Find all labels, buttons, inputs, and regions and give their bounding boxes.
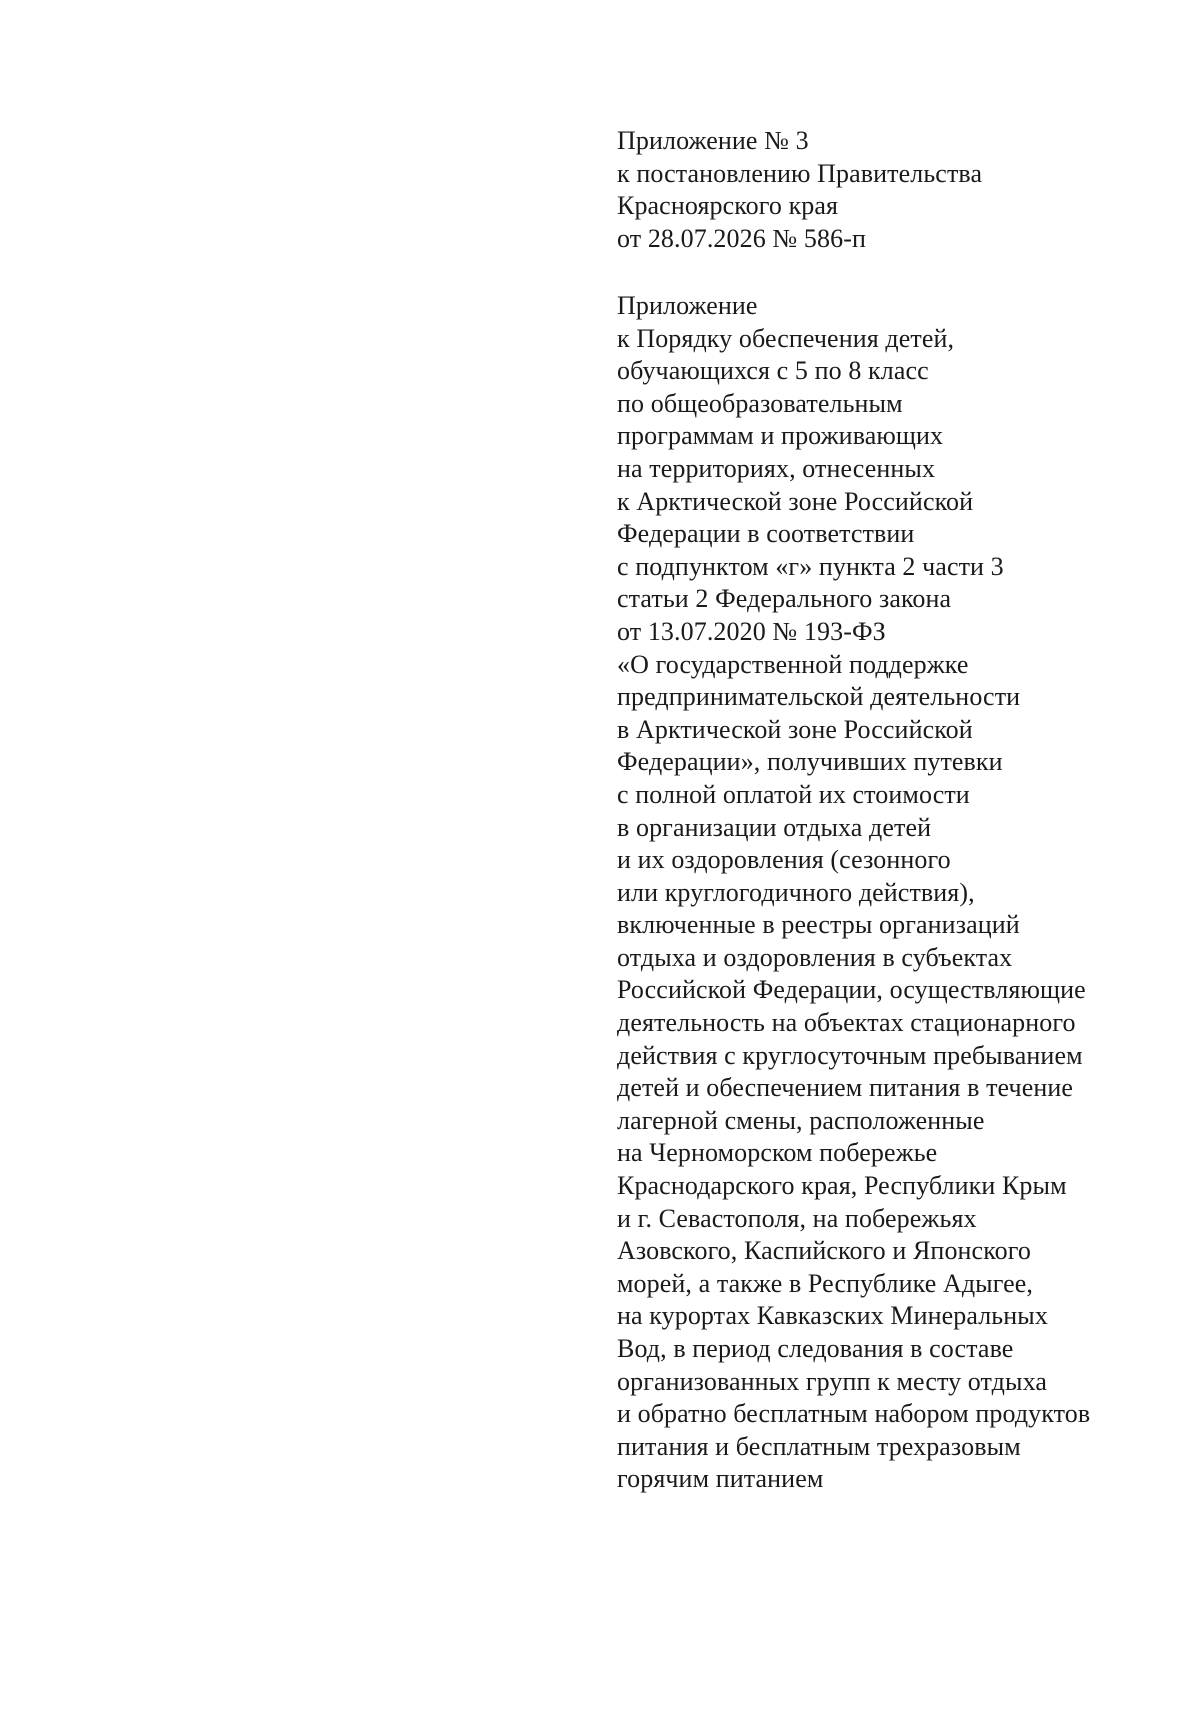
appendix-line: морей, а также в Республике Адыгее, (617, 1268, 1034, 1298)
appendix-line: Краснодарского края, Республики Крым (617, 1171, 1067, 1201)
appendix-line: к Арктической зоне Российской (617, 486, 974, 516)
appendix-line: детей и обеспечением питания в течение (617, 1073, 1074, 1103)
appendix-line: питания и бесплатным трехразовым (617, 1431, 1021, 1461)
appendix-line: на курортах Кавказских Минеральных (617, 1301, 1048, 1331)
appendix-line: обучающихся с 5 по 8 класс (617, 356, 929, 386)
appendix-line: «О государственной поддержке (617, 649, 969, 679)
appendix-line: с подпунктом «г» пункта 2 части 3 (617, 551, 1004, 581)
appendix-header (617, 125, 1177, 255)
appendix-line: к Порядку обеспечения детей, (617, 323, 955, 353)
appendix-line: или круглогодичного действия), (617, 877, 975, 907)
appendix-line: в организации отдыха детей (617, 812, 932, 842)
appendix-line: Российской Федерации, осуществляющие (617, 975, 1086, 1005)
appendix-line: Азовского, Каспийского и Японского (617, 1236, 1031, 1266)
appendix-line: включенные в реестры организаций (617, 910, 1020, 940)
appendix-line: деятельность на объектах стационарного (617, 1008, 1076, 1038)
header-line: к постановлению Правительства (617, 158, 983, 188)
appendix-line: статьи 2 Федерального закона (617, 584, 952, 614)
appendix-line: Приложение (617, 291, 758, 320)
appendix-line: в Арктической зоне Российской (617, 714, 973, 744)
appendix-line: предпринимательской деятельности (617, 682, 1021, 712)
appendix-title-block (617, 290, 1177, 1496)
appendix-line: от 13.07.2020 № 193-ФЗ (617, 616, 886, 646)
appendix-line: горячим питанием (617, 1464, 824, 1494)
appendix-line: Федерации в соответствии (617, 519, 915, 549)
header-line: от 28.07.2026 № 586-п (617, 223, 866, 253)
header-line: Приложение № 3 (617, 126, 809, 155)
appendix-line: на территориях, отнесенных (617, 453, 936, 483)
appendix-line: на Черноморском побережье (617, 1138, 938, 1168)
appendix-line: лагерной смены, расположенные (617, 1105, 985, 1135)
appendix-line: Вод, в период следования в составе (617, 1334, 1014, 1363)
header-line: Красноярского края (617, 191, 839, 221)
appendix-line: организованных групп к месту отдыха (617, 1366, 1047, 1396)
appendix-line: действия с круглосуточным пребыванием (617, 1040, 1083, 1070)
appendix-line: и г. Севастополя, на побережьях (617, 1203, 977, 1233)
appendix-line: и обратно бесплатным набором продуктов (617, 1399, 1091, 1429)
appendix-line: и их оздоровления (сезонного (617, 845, 951, 875)
appendix-line: отдыха и оздоровления в субъектах (617, 942, 1013, 972)
appendix-line: по общеобразовательным (617, 388, 903, 418)
appendix-line: программам и проживающих (617, 421, 944, 451)
appendix-line: Федерации», получивших путевки (617, 747, 1003, 777)
appendix-line: с полной оплатой их стоимости (617, 779, 970, 809)
